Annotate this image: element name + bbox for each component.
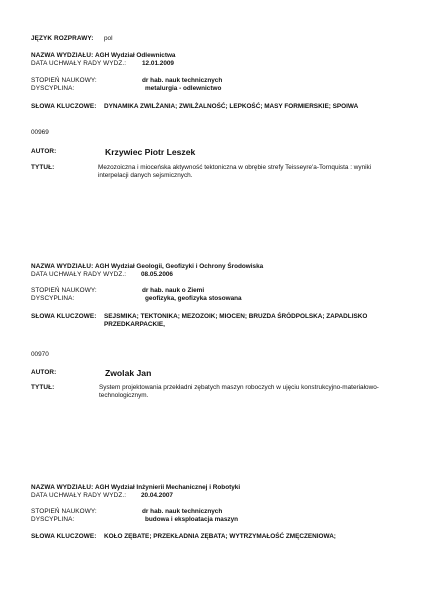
- date-label: DATA UCHWAŁY RADY WYDZ.:: [31, 60, 127, 67]
- title-label: TYTUŁ:: [31, 384, 55, 391]
- discipline-label: DYSCYPLINA:: [31, 295, 75, 302]
- keywords-value: SEJSMIKA; TEKTONIKA; MEZOZOIK; MIOCEN; BRUZDA ŚRÓDPOLSKA; ZAPADLISKO: [104, 313, 368, 320]
- keywords-value: DYNAMIKA ZWILŻANIA; ZWILŻALNOŚĆ; LEPKOŚĆ; MASY FORMIERSKIE; SPOIWA: [104, 103, 359, 110]
- faculty-label: NAZWA WYDZIAŁU:: [31, 52, 94, 59]
- degree-value: dr hab. nauk technicznych: [142, 508, 223, 515]
- faculty-label: NAZWA WYDZIAŁU:: [31, 263, 94, 270]
- record-id: 00970: [31, 351, 49, 358]
- record-id: 00969: [31, 129, 49, 136]
- date-value: 08.05.2006: [141, 271, 173, 278]
- degree-value: dr hab. nauk o Ziemi: [142, 287, 205, 294]
- discipline-label: DYSCYPLINA:: [31, 85, 75, 92]
- date-label: DATA UCHWAŁY RADY WYDZ.:: [31, 492, 127, 499]
- faculty-label: NAZWA WYDZIAŁU:: [31, 484, 94, 491]
- language-value: pol: [104, 35, 113, 42]
- degree-label: STOPIEŃ NAUKOWY:: [31, 508, 97, 515]
- author-name: Krzywiec Piotr Leszek: [105, 147, 196, 157]
- keywords-label: SŁOWA KLUCZOWE:: [31, 313, 97, 320]
- degree-label: STOPIEŃ NAUKOWY:: [31, 77, 97, 84]
- faculty-value: AGH Wydział Geologii, Geofizyki i Ochrony Środowiska: [95, 263, 264, 270]
- date-label: DATA UCHWAŁY RADY WYDZ.:: [31, 271, 127, 278]
- keywords-value: KOŁO ZĘBATE; PRZEKŁADNIA ZĘBATA; WYTRZYMAŁOŚĆ ZMĘCZENIOWA;: [104, 533, 336, 540]
- date-value: 12.01.2009: [142, 60, 174, 67]
- discipline-value: metalurgia - odlewnictwo: [145, 85, 222, 92]
- keywords-value-continued: PRZEDKARPACKIE,: [104, 321, 165, 328]
- degree-label: STOPIEŃ NAUKOWY:: [31, 287, 97, 294]
- thesis-title: System projektowania przekładni zębatych maszyn roboczych w ujęciu konstrukcyjno-materiałowo-technologicznym.: [99, 384, 379, 400]
- title-label: TYTUŁ:: [31, 164, 55, 171]
- faculty-value: AGH Wydział Odlewnictwa: [95, 52, 176, 59]
- language-label: JĘZYK ROZPRAWY:: [31, 35, 94, 42]
- author-label: AUTOR:: [31, 148, 57, 155]
- degree-value: dr hab. nauk technicznych: [142, 77, 223, 84]
- discipline-label: DYSCYPLINA:: [31, 516, 75, 523]
- keywords-label: SŁOWA KLUCZOWE:: [31, 103, 97, 110]
- discipline-value: budowa i eksploatacja maszyn: [145, 516, 239, 523]
- author-label: AUTOR:: [31, 369, 57, 376]
- author-name: Zwolak Jan: [105, 368, 152, 378]
- keywords-label: SŁOWA KLUCZOWE:: [31, 533, 97, 540]
- discipline-value: geofizyka, geofizyka stosowana: [145, 295, 242, 302]
- date-value: 20.04.2007: [141, 492, 173, 499]
- faculty-value: AGH Wydział Inżynierii Mechanicznej i Robotyki: [95, 484, 241, 491]
- thesis-title: Mezozoiczna i mioceńska aktywność tektoniczna w obrębie strefy Teisseyre'a-Tornquista : wyniki interpelacji danych sejsmicznych.: [98, 164, 372, 180]
